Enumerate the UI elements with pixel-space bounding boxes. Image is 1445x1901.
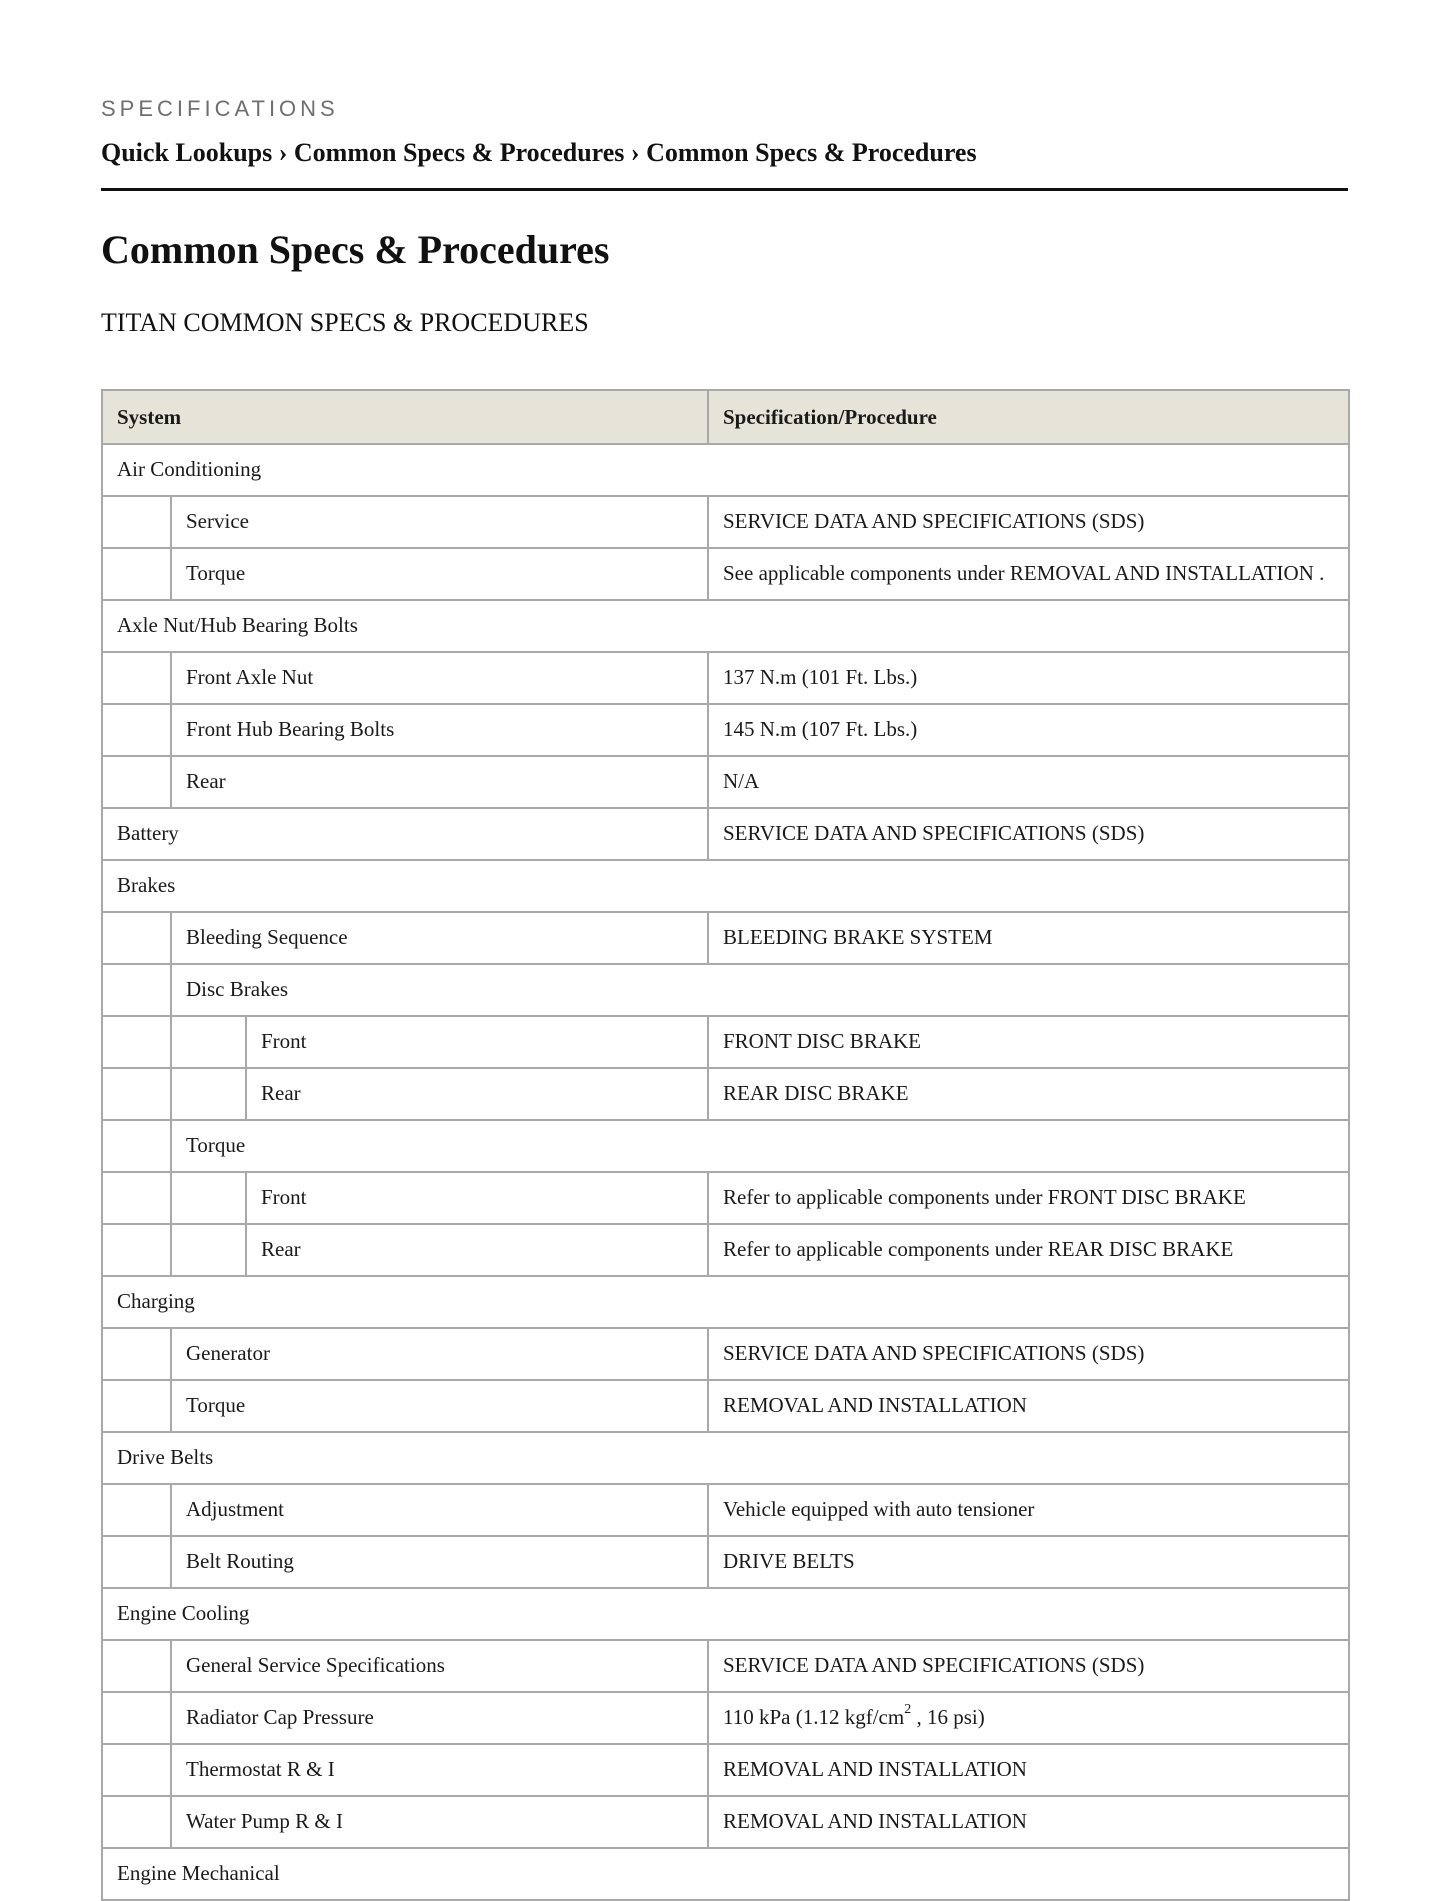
indent-cell (102, 1068, 171, 1120)
table-row (102, 600, 1349, 652)
table-row (102, 1276, 1349, 1328)
system-cell: Rear (246, 1068, 708, 1120)
system-cell: Belt Routing (171, 1536, 708, 1588)
system-cell: Radiator Cap Pressure (171, 1692, 708, 1744)
table-row (102, 1640, 1349, 1692)
table-row (102, 1068, 1349, 1120)
spec-superscript: 2 (904, 1702, 912, 1717)
table-row (102, 444, 1349, 496)
spec-cell: REAR DISC BRAKE (708, 1068, 1349, 1120)
table-row (102, 912, 1349, 964)
system-cell: Front (246, 1016, 708, 1068)
table-row (102, 1484, 1349, 1536)
spec-cell: BLEEDING BRAKE SYSTEM (708, 912, 1349, 964)
system-cell: Engine Cooling (102, 1588, 1349, 1640)
indent-cell (171, 1068, 246, 1120)
table-row (102, 1120, 1349, 1172)
table-row (102, 548, 1349, 600)
indent-cell (171, 1016, 246, 1068)
system-cell: Axle Nut/Hub Bearing Bolts (102, 600, 1349, 652)
table-row (102, 1692, 1349, 1744)
system-cell: General Service Specifications (171, 1640, 708, 1692)
table-row (102, 1536, 1349, 1588)
indent-cell (102, 1640, 171, 1692)
indent-cell (102, 652, 171, 704)
indent-cell (102, 1536, 171, 1588)
spec-cell: SERVICE DATA AND SPECIFICATIONS (SDS) (708, 808, 1349, 860)
spec-cell (708, 1692, 1349, 1744)
system-cell: Battery (102, 808, 708, 860)
indent-cell (171, 1224, 246, 1276)
table-row (102, 496, 1349, 548)
indent-cell (102, 548, 171, 600)
table-row (102, 1224, 1349, 1276)
spec-cell: Vehicle equipped with auto tensioner (708, 1484, 1349, 1536)
spec-cell: Refer to applicable components under FRONT DISC BRAKE (708, 1172, 1349, 1224)
spec-cell: FRONT DISC BRAKE (708, 1016, 1349, 1068)
system-cell: Bleeding Sequence (171, 912, 708, 964)
page-title: Common Specs & Procedures (101, 227, 610, 272)
section-label: SPECIFICATIONS (101, 96, 339, 121)
table-row (102, 1328, 1349, 1380)
spec-cell: SERVICE DATA AND SPECIFICATIONS (SDS) (708, 1328, 1349, 1380)
system-cell: Brakes (102, 860, 1349, 912)
spec-cell: REMOVAL AND INSTALLATION (708, 1744, 1349, 1796)
table-row (102, 1432, 1349, 1484)
spec-text-after: , 16 psi) (911, 1705, 985, 1729)
system-cell: Thermostat R & I (171, 1744, 708, 1796)
indent-cell (102, 1692, 171, 1744)
table-row (102, 1848, 1349, 1900)
system-cell: Charging (102, 1276, 1349, 1328)
system-cell: Adjustment (171, 1484, 708, 1536)
table-row (102, 1588, 1349, 1640)
table-header-row (102, 390, 1349, 444)
indent-cell (102, 704, 171, 756)
system-cell: Drive Belts (102, 1432, 1349, 1484)
specs-table (101, 389, 1350, 1901)
system-cell: Generator (171, 1328, 708, 1380)
spec-cell: SERVICE DATA AND SPECIFICATIONS (SDS) (708, 496, 1349, 548)
spec-cell: N/A (708, 756, 1349, 808)
system-cell: Front Axle Nut (171, 652, 708, 704)
indent-cell (102, 1172, 171, 1224)
indent-cell (102, 1484, 171, 1536)
table-row (102, 860, 1349, 912)
table-row (102, 808, 1349, 860)
page-subtitle: TITAN COMMON SPECS & PROCEDURES (101, 308, 589, 337)
table-row (102, 1380, 1349, 1432)
table-body (102, 444, 1349, 1900)
system-cell: Water Pump R & I (171, 1796, 708, 1848)
indent-cell (102, 496, 171, 548)
table-row (102, 1016, 1349, 1068)
indent-cell (102, 1016, 171, 1068)
table-row (102, 1172, 1349, 1224)
indent-cell (102, 964, 171, 1016)
table-row (102, 756, 1349, 808)
spec-cell: REMOVAL AND INSTALLATION (708, 1796, 1349, 1848)
indent-cell (102, 1328, 171, 1380)
system-cell: Disc Brakes (171, 964, 1349, 1016)
system-cell: Torque (171, 1380, 708, 1432)
indent-cell (171, 1172, 246, 1224)
indent-cell (102, 1380, 171, 1432)
spec-cell: DRIVE BELTS (708, 1536, 1349, 1588)
system-cell: Torque (171, 548, 708, 600)
indent-cell (102, 1796, 171, 1848)
header-system: System (102, 390, 708, 444)
system-cell: Front (246, 1172, 708, 1224)
spec-cell: 137 N.m (101 Ft. Lbs.) (708, 652, 1349, 704)
system-cell: Rear (171, 756, 708, 808)
table-row (102, 964, 1349, 1016)
indent-cell (102, 756, 171, 808)
breadcrumb[interactable]: Quick Lookups › Common Specs & Procedures › Common Specs & Procedures (101, 138, 977, 167)
indent-cell (102, 912, 171, 964)
system-cell: Front Hub Bearing Bolts (171, 704, 708, 756)
system-cell: Engine Mechanical (102, 1848, 1349, 1900)
table-row (102, 652, 1349, 704)
spec-cell: REMOVAL AND INSTALLATION (708, 1380, 1349, 1432)
spec-cell: 145 N.m (107 Ft. Lbs.) (708, 704, 1349, 756)
header-divider (101, 188, 1348, 191)
indent-cell (102, 1744, 171, 1796)
system-cell: Service (171, 496, 708, 548)
table-row (102, 1744, 1349, 1796)
spec-cell: SERVICE DATA AND SPECIFICATIONS (SDS) (708, 1640, 1349, 1692)
spec-cell: See applicable components under REMOVAL AND INSTALLATION . (708, 548, 1349, 600)
spec-cell: Refer to applicable components under REAR DISC BRAKE (708, 1224, 1349, 1276)
indent-cell (102, 1224, 171, 1276)
table-row (102, 1796, 1349, 1848)
system-cell: Air Conditioning (102, 444, 1349, 496)
spec-text: 110 kPa (1.12 kgf/cm (723, 1705, 905, 1729)
table-row (102, 704, 1349, 756)
system-cell: Rear (246, 1224, 708, 1276)
indent-cell (102, 1120, 171, 1172)
header-spec: Specification/Procedure (708, 390, 1349, 444)
system-cell: Torque (171, 1120, 1349, 1172)
